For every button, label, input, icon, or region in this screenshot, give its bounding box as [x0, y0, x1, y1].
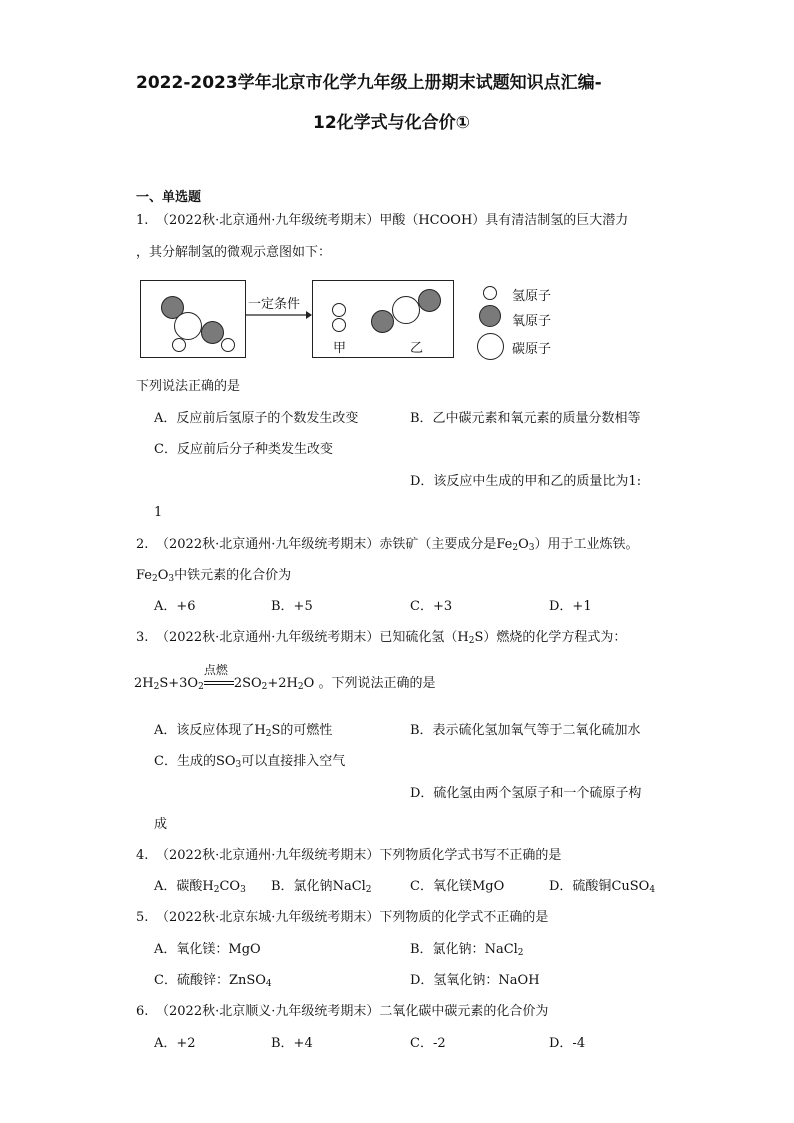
legend-carbon-label: 碳原子	[512, 342, 552, 357]
page-title-line-2: 12化学式与化合价①	[313, 113, 471, 133]
q2-stem: （2022秋·北京通州·九年级统考期末）赤铁矿（主要成分是$Fe_2O_3$）用于工业炼铁。	[156, 537, 639, 553]
q1-option-d[interactable]: D．该反应中生成的甲和乙的质量比为1:	[410, 474, 642, 489]
carbon-atom	[174, 312, 202, 340]
q6-option-a[interactable]: A．+2	[154, 1036, 196, 1051]
product-label-jia: 甲	[333, 341, 347, 356]
q4-option-c[interactable]: C．氧化镁MgO	[410, 879, 505, 894]
hydrogen-atom	[332, 318, 346, 332]
q6-option-b[interactable]: B．+4	[271, 1036, 313, 1051]
product-label-yi: 乙	[410, 341, 424, 356]
q3-option-d-cont: 成	[154, 817, 168, 832]
q4-stem: （2022秋·北京通州·九年级统考期末）下列物质化学式书写不正确的是	[156, 848, 562, 863]
q1-option-a[interactable]: A．反应前后氢原子的个数发生改变	[154, 411, 359, 426]
q3-option-c[interactable]: C．生成的$SO_3$可以直接排入空气	[154, 754, 346, 770]
q3-option-b[interactable]: B．表示硫化氢加氧气等于二氧化硫加水	[410, 723, 641, 738]
q5-option-b[interactable]: B．氯化钠：NaCl$_2$	[410, 942, 524, 958]
section-heading: 一、单选题	[136, 190, 202, 205]
q5-option-d[interactable]: D．氢氧化钠：NaOH	[410, 973, 540, 988]
q4-option-d[interactable]: D．硫酸铜CuSO$_4$	[549, 879, 656, 895]
q2-option-a[interactable]: A．+6	[154, 599, 196, 614]
oxygen-atom	[371, 310, 394, 333]
q1-option-b[interactable]: B．乙中碳元素和氧元素的质量分数相等	[410, 411, 641, 426]
q4-option-b[interactable]: B．氯化钠NaCl$_2$	[271, 879, 372, 895]
legend-oxygen-label: 氧原子	[512, 314, 552, 329]
q1-option-d-cont: 1	[154, 505, 163, 520]
hydrogen-atom	[221, 338, 235, 352]
q5-option-a[interactable]: A．氧化镁：MgO	[154, 942, 261, 957]
page-title-line-1: 2022-2023学年北京市化学九年级上册期末试题知识点汇编-	[136, 73, 602, 93]
q2-option-c[interactable]: C．+3	[410, 599, 453, 614]
q1-option-c[interactable]: C．反应前后分子种类发生改变	[154, 442, 333, 457]
reaction-arrow	[244, 308, 312, 322]
q2-option-b[interactable]: B．+5	[271, 599, 313, 614]
q3-equation: $2H_2S+3O_2$ 点燃 $2SO_2+2H_2O$ 。下列说法正确的是	[134, 662, 436, 692]
q1-prompt: 下列说法正确的是	[136, 379, 241, 394]
q6-number: 6.	[136, 1004, 149, 1019]
q1-stem: （2022秋·北京通州·九年级统考期末）甲酸（HCOOH）具有清洁制氢的巨大潜力	[156, 213, 629, 228]
q6-option-c[interactable]: C．-2	[410, 1036, 446, 1051]
q4-number: 4.	[136, 848, 149, 863]
q3-number: 3.	[136, 630, 149, 645]
q5-option-c[interactable]: C．硫酸锌：ZnSO$_4$	[154, 973, 272, 989]
q2-stem-cont: $Fe_2O_3$中铁元素的化合价为	[136, 568, 292, 584]
q1-number: 1.	[136, 213, 149, 228]
hydrogen-atom	[332, 303, 346, 317]
q3-stem: （2022秋·北京通州·九年级统考期末）已知硫化氢$(H_2S)$燃烧的化学方程式为：	[156, 630, 627, 646]
q2-option-d[interactable]: D．+1	[549, 599, 592, 614]
legend-oxygen-icon	[479, 305, 501, 327]
q6-option-d[interactable]: D．-4	[549, 1036, 586, 1051]
q2-number: 2.	[136, 537, 149, 552]
q3-option-d[interactable]: D．硫化氢由两个氢原子和一个硫原子构	[410, 786, 642, 801]
oxygen-atom	[418, 289, 441, 312]
q5-number: 5.	[136, 910, 149, 925]
legend-hydrogen-label: 氢原子	[512, 289, 552, 304]
q3-option-a[interactable]: A．该反应体现了$H_2S$的可燃性	[154, 723, 333, 739]
equation-equals-sign	[204, 681, 234, 685]
legend-carbon-icon	[477, 333, 504, 360]
q4-option-a[interactable]: A．碳酸$H_2CO_3$	[154, 879, 246, 895]
legend-hydrogen-icon	[483, 286, 497, 300]
carbon-atom	[392, 296, 420, 324]
hydrogen-atom	[172, 338, 186, 352]
oxygen-atom	[201, 321, 224, 344]
reaction-condition: 一定条件	[248, 297, 301, 312]
equation-condition: 点燃	[203, 662, 228, 677]
q5-stem: （2022秋·北京东城·九年级统考期末）下列物质的化学式不正确的是	[156, 910, 549, 925]
q1-stem-cont: ，其分解制氢的微观示意图如下：	[136, 245, 332, 260]
q6-stem: （2022秋·北京顺义·九年级统考期末）二氧化碳中碳元素的化合价为	[156, 1004, 549, 1019]
